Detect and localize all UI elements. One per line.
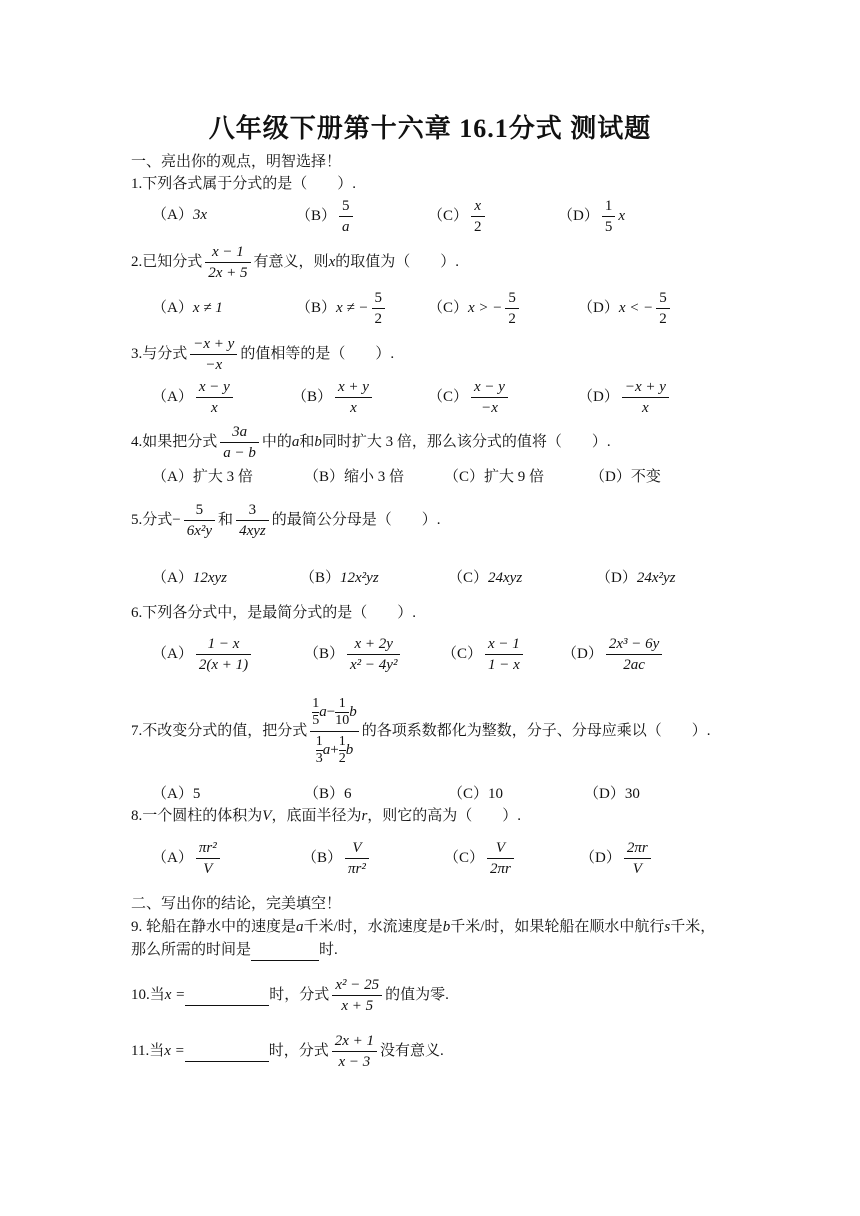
answer-blank[interactable] bbox=[185, 985, 269, 1006]
q5-option-d: （D）24x²yz bbox=[596, 570, 676, 586]
q5-option-b: （B）12x²yz bbox=[300, 570, 379, 586]
q2-option-a: （A）x ≠ 1 bbox=[152, 300, 223, 316]
fraction: $\frac{3a}{a - b}$ bbox=[220, 422, 259, 463]
fraction: $\frac{\text{πr²}}{V}$ bbox=[196, 838, 220, 879]
fraction: $\frac{1 - x}{2(x + 1)}$ bbox=[196, 634, 251, 675]
fraction: $\frac{5}{\text{6x²y}}$ bbox=[184, 500, 215, 541]
q2-option-d: （D）x < − $\frac{5}{2}$ bbox=[578, 288, 673, 329]
q8-option-b: （B） $\frac{V}{\text{πr²}}$ bbox=[302, 838, 372, 879]
q8-option-a: （A） $\frac{\text{πr²}}{V}$ bbox=[152, 838, 223, 879]
q5-option-c: （C）24xyz bbox=[448, 570, 523, 586]
question-2-stem: 2.已知分式 $\frac{x - 1}{2x + 5}$ 有意义，则x的取值为（ ）. bbox=[131, 244, 459, 281]
q6-option-b: （B） $\frac{x + 2y}{\text{x² − 4y²}}$ bbox=[304, 634, 403, 675]
q1-option-d: （D） $\frac{1}{5}$ x bbox=[558, 198, 626, 235]
question-10-stem: 10.当x = 时，分式 $\frac{\text{x² − 25}}{x + 5}$ 的值为零. bbox=[131, 977, 449, 1014]
q5-option-a: （A）12xyz bbox=[152, 570, 227, 586]
q7-option-a: （A）5 bbox=[152, 786, 201, 802]
question-8-stem: 8.一个圆柱的体积为V，底面半径为r，则它的高为（ ）. bbox=[131, 808, 522, 824]
question-9-line-2: 那么所需的时间是 时. bbox=[131, 940, 338, 961]
section-1-heading: 一、亮出你的观点，明智选择！ bbox=[131, 154, 342, 170]
q8-option-c: （C） $\frac{V}{2\pi r}$ bbox=[444, 838, 517, 879]
fraction: $\frac{x + 2y}{\text{x² − 4y²}}$ bbox=[347, 634, 400, 675]
question-3-stem: 3.与分式 $\frac{-x + y}{-x}$ 的值相等的是（ ）. bbox=[131, 336, 395, 373]
q4-option-a: （A）扩大 3 倍 bbox=[152, 469, 253, 485]
fraction: $\frac{5}{a}$ bbox=[339, 196, 353, 237]
answer-blank[interactable] bbox=[185, 1041, 269, 1062]
fraction: $\frac{-x + y}{-x}$ bbox=[190, 334, 237, 375]
q3-option-a: （A） $\frac{x - y}{x}$ bbox=[152, 377, 236, 418]
fraction: $\frac{-x + y}{x}$ bbox=[622, 377, 669, 418]
q6-option-d: （D） $\frac{\text{2x³ − 6y}}{2ac}$ bbox=[562, 634, 665, 675]
question-1-stem: 1.下列各式属于分式的是（ ）. bbox=[131, 176, 357, 192]
q3-option-b: （B） $\frac{x + y}{x}$ bbox=[292, 377, 375, 418]
q4-option-b: （B）缩小 3 倍 bbox=[304, 469, 405, 485]
q8-option-d: （D） $\frac{2\pi r}{V}$ bbox=[580, 838, 654, 879]
q2-option-b: （B）x ≠ − $\frac{5}{2}$ bbox=[296, 288, 388, 329]
question-11-stem: 11.当x = 时，分式 $\frac{2x + 1}{x - 3}$ 没有意义. bbox=[131, 1033, 444, 1070]
fraction: $\frac{x - y}{x}$ bbox=[196, 377, 233, 418]
question-7-stem: 7.不改变分式的值，把分式 $\frac{1}{5}$ a− $\frac{1}{10}$ b $\frac{1}{3}$ a+ $\frac{1}{2}$ b 的各项系数都化为整数，分子、分母应乘以（ ）. bbox=[131, 694, 711, 769]
page-title: 八年级下册第十六章 16.1分式 测试题 bbox=[208, 114, 652, 143]
fraction: $\frac{x - 1}{1 - x}$ bbox=[485, 634, 523, 675]
fraction: $\frac{\text{2x³ − 6y}}{2ac}$ bbox=[606, 634, 662, 675]
fraction: $\frac{V}{2\pi r}$ bbox=[487, 838, 514, 879]
fraction: $\frac{2x + 1}{x - 3}$ bbox=[332, 1031, 377, 1072]
fraction: $\frac{1}{5}$ bbox=[602, 196, 616, 237]
fraction: $\frac{x}{2}$ bbox=[471, 196, 485, 237]
q7-option-b: （B）6 bbox=[304, 786, 352, 802]
fraction: $\frac{5}{2}$ bbox=[505, 288, 519, 329]
question-5-stem: 5.分式− $\frac{5}{\text{6x²y}}$ 和 $\frac{3}{\text{4xyz}}$ 的最简公分母是（ ）. bbox=[131, 502, 441, 539]
question-9-line-1: 9. 轮船在静水中的速度是a千米/时，水流速度是b千米/时，如果轮船在顺水中航行s千米， bbox=[131, 919, 716, 935]
q3-option-d: （D） $\frac{-x + y}{x}$ bbox=[578, 377, 672, 418]
q4-option-d: （D）不变 bbox=[590, 469, 661, 485]
answer-blank[interactable] bbox=[251, 940, 319, 961]
q2-option-c: （C）x > − $\frac{5}{2}$ bbox=[428, 288, 522, 329]
section-2-heading: 二、写出你的结论，完美填空！ bbox=[131, 896, 342, 912]
complex-fraction: $\frac{1}{5}$ a− $\frac{1}{10}$ b $\frac{1}{3}$ a+ $\frac{1}{2}$ b bbox=[310, 694, 358, 769]
q1-option-b: （B） $\frac{5}{a}$ bbox=[296, 196, 356, 237]
q6-option-a: （A） $\frac{1 - x}{2(x + 1)}$ bbox=[152, 634, 254, 675]
fraction: $\frac{3}{\text{4xyz}}$ bbox=[236, 500, 269, 541]
fraction: $\frac{x + y}{x}$ bbox=[335, 377, 372, 418]
q7-option-d: （D）30 bbox=[584, 786, 640, 802]
fraction: $\frac{x - y}{-x}$ bbox=[471, 377, 508, 418]
fraction: $\frac{x - 1}{2x + 5}$ bbox=[205, 242, 250, 283]
q7-option-c: （C）10 bbox=[448, 786, 504, 802]
fraction: $\frac{V}{\text{πr²}}$ bbox=[345, 838, 369, 879]
question-6-stem: 6.下列各分式中，是最简分式的是（ ）. bbox=[131, 605, 417, 621]
question-4-stem: 4.如果把分式 $\frac{3a}{a - b}$ 中的a和b同时扩大 3 倍，那么该分式的值将（ ）. bbox=[131, 424, 611, 461]
q1-option-a: （A）3x bbox=[152, 207, 208, 223]
q6-option-c: （C） $\frac{x - 1}{1 - x}$ bbox=[442, 634, 526, 675]
q4-option-c: （C）扩大 9 倍 bbox=[444, 469, 545, 485]
q3-option-c: （C） $\frac{x - y}{-x}$ bbox=[428, 377, 511, 418]
fraction: $\frac{5}{2}$ bbox=[656, 288, 670, 329]
fraction: $\frac{5}{2}$ bbox=[372, 288, 386, 329]
fraction: $\frac{\text{x² − 25}}{x + 5}$ bbox=[332, 975, 382, 1016]
fraction: $\frac{2\pi r}{V}$ bbox=[624, 838, 651, 879]
q1-option-c: （C） $\frac{x}{2}$ bbox=[428, 196, 488, 237]
